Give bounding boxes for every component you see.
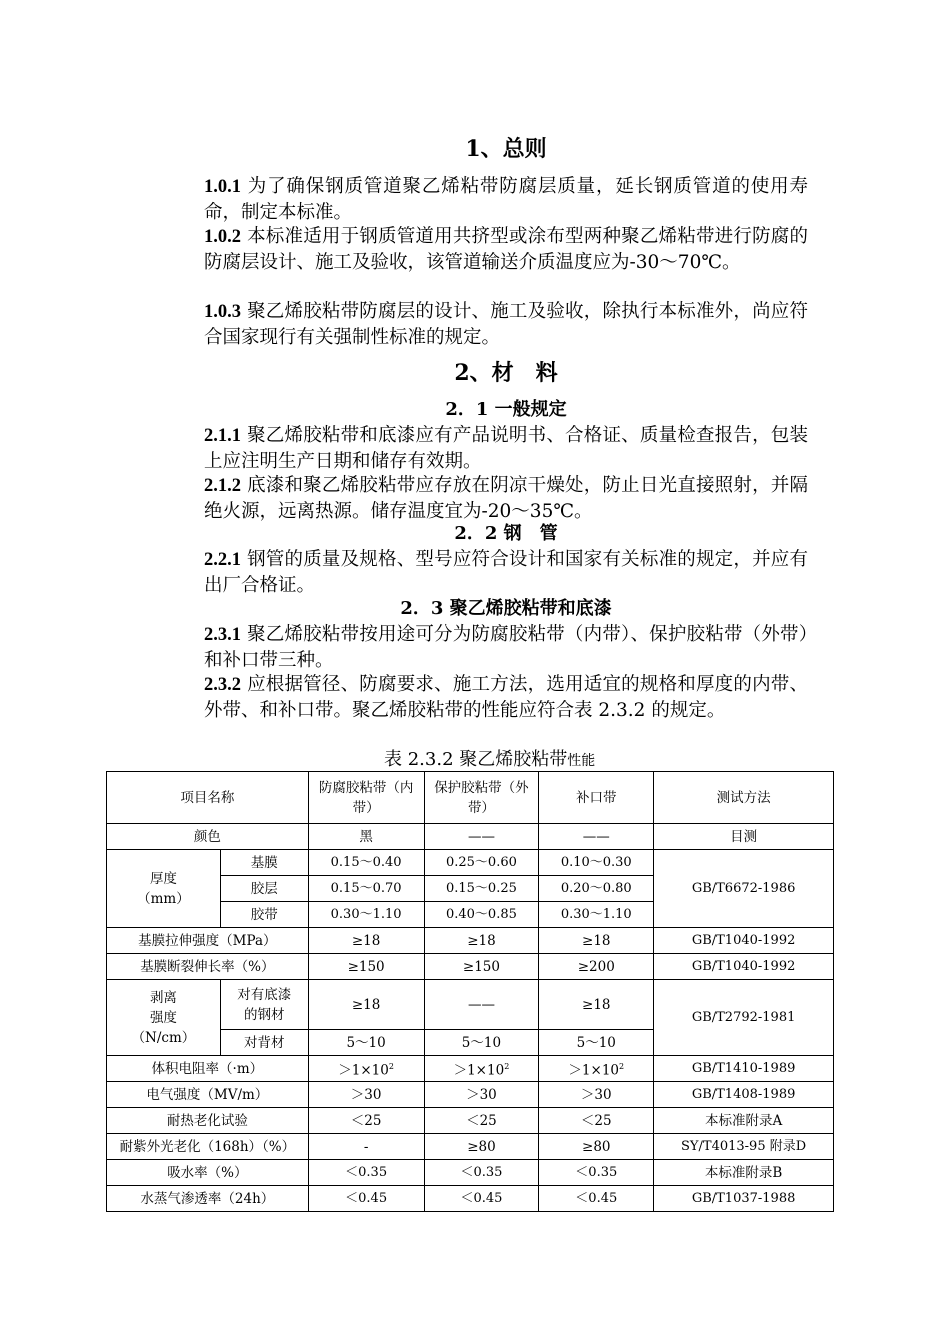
table-row (107, 1082, 834, 1108)
value-base: ＞1×10 (568, 1062, 620, 1079)
value-exponent: 2 (504, 1061, 510, 1071)
cell-value: ≥18 (308, 980, 424, 1030)
paragraph-2-2-1 (204, 547, 808, 598)
paragraph-1-0-2 (204, 224, 808, 275)
sub-label: 胶带 (220, 902, 308, 928)
cell-value: ≥200 (539, 954, 654, 980)
sub-label: 胶层 (220, 876, 308, 902)
cell-value: —— (539, 824, 654, 850)
row-label: 吸水率（%） (107, 1160, 309, 1186)
peel-label-1: 剥离 (149, 989, 177, 1006)
cell-method: GB/T1408-1989 (654, 1082, 834, 1108)
row-label-peel (107, 980, 221, 1056)
cell-value: ＜25 (424, 1108, 539, 1134)
table-header-row (107, 772, 834, 824)
cell-value: 0.30～1.10 (308, 902, 424, 928)
clause-text: 为了确保钢质管道聚乙烯粘带防腐层质量，延长钢质管道的使用寿命，制定本标准。 (204, 176, 808, 223)
cell-value: —— (424, 824, 539, 850)
cell-value: ＜0.45 (539, 1186, 654, 1212)
paragraph-2-3-2 (204, 672, 808, 723)
cell-value: 0.10～0.30 (539, 850, 654, 876)
clause-number: 2.3.2 (204, 675, 241, 695)
clause-text: 应根据管径、防腐要求、施工方法，选用适宜的规格和厚度的内带、外带、和补口带。聚乙烯胶粘带的性能应符合表 2.3.2 的规定。 (204, 674, 808, 721)
paragraph-2-3-1 (204, 622, 808, 673)
clause-number: 1.0.3 (204, 302, 241, 322)
clause-number: 1.0.1 (204, 177, 241, 197)
section-2-2-title: 2．2 钢 管 (454, 523, 558, 544)
header-inner-tape: 防腐胶粘带（内带） (308, 772, 424, 824)
cell-value: ＜0.35 (308, 1160, 424, 1186)
cell-value: ＜0.45 (424, 1186, 539, 1212)
row-label: 水蒸气渗透率（24h） (107, 1186, 309, 1212)
paragraph-1-0-3 (204, 299, 808, 350)
cell-method: GB/T1040-1992 (654, 928, 834, 954)
paragraph-2-1-2 (204, 473, 808, 524)
cell-value: ≥80 (424, 1134, 539, 1160)
header-joint-tape: 补口带 (539, 772, 654, 824)
sub-label: 基膜 (220, 850, 308, 876)
cell-value: ≥150 (424, 954, 539, 980)
cell-value: 0.20～0.80 (539, 876, 654, 902)
cell-method: GB/T1410-1989 (654, 1056, 834, 1082)
cell-value: —— (424, 980, 539, 1030)
cell-value: - (308, 1134, 424, 1160)
clause-text: 聚乙烯胶粘带和底漆应有产品说明书、合格证、质量检查报告，包装上应注明生产日期和储存有效期。 (204, 425, 808, 472)
sub-label (220, 980, 308, 1030)
section-1-title: 1、总则 (465, 136, 547, 162)
table-row (107, 1134, 834, 1160)
thickness-unit: （mm） (137, 890, 190, 907)
clause-text: 钢管的质量及规格、型号应符合设计和国家有关标准的规定，并应有出厂合格证。 (204, 549, 808, 596)
cell-value: ≥18 (308, 928, 424, 954)
row-label: 耐紫外光老化（168h）（%） (107, 1134, 309, 1160)
header-test-method: 测试方法 (654, 772, 834, 824)
row-label: 基膜断裂伸长率（%） (107, 954, 309, 980)
row-label: 基膜拉伸强度（MPa） (107, 928, 309, 954)
paragraph-2-1-1 (204, 423, 808, 474)
cell-method: 本标准附录A (654, 1108, 834, 1134)
table-row (107, 850, 834, 876)
clause-number: 2.1.2 (204, 476, 241, 496)
value-base: ＞1×10 (338, 1062, 389, 1079)
cell-value: 0.15～0.70 (308, 876, 424, 902)
header-item: 项目名称 (107, 772, 309, 824)
paragraph-1-0-1 (204, 174, 808, 225)
cell-method: 目测 (654, 824, 834, 850)
table-row (107, 980, 834, 1030)
cell-value: ＜25 (539, 1108, 654, 1134)
clause-text: 聚乙烯胶粘带按用途可分为防腐胶粘带（内带）、保护胶粘带（外带）和补口带三种。 (204, 624, 808, 671)
value-base: ＞1×10 (453, 1062, 505, 1079)
cell-value: 0.15～0.25 (424, 876, 539, 902)
value-exponent: 2 (388, 1061, 394, 1071)
section-2-1-title: 2．1 一般规定 (445, 399, 567, 420)
cell-value: ＜0.35 (539, 1160, 654, 1186)
cell-value: ≥80 (539, 1134, 654, 1160)
caption-main: 表 2.3.2 聚乙烯胶粘带 (384, 749, 568, 770)
thickness-label: 厚度 (149, 870, 177, 887)
cell-value: ＞30 (424, 1082, 539, 1108)
cell-method: SY/T4013-95 附录D (654, 1134, 834, 1160)
row-label-thickness (107, 850, 221, 928)
cell-method: GB/T6672-1986 (654, 850, 834, 928)
section-2-3-title: 2．3 聚乙烯胶粘带和底漆 (400, 598, 612, 619)
cell-value: ≥150 (308, 954, 424, 980)
cell-value: 5～10 (424, 1030, 539, 1056)
cell-value (539, 1056, 654, 1082)
table-caption (384, 748, 595, 773)
cell-value: ＞30 (308, 1082, 424, 1108)
cell-value: ≥18 (539, 928, 654, 954)
row-label: 体积电阻率（·m） (107, 1056, 309, 1082)
clause-number: 2.3.1 (204, 625, 241, 645)
cell-value: 0.25～0.60 (424, 850, 539, 876)
cell-value: 0.30～1.10 (539, 902, 654, 928)
table-row (107, 954, 834, 980)
table-row (107, 824, 834, 850)
cell-value: ＜0.45 (308, 1186, 424, 1212)
table-row (107, 1186, 834, 1212)
cell-method: GB/T1040-1992 (654, 954, 834, 980)
sub-label: 对背材 (220, 1030, 308, 1056)
clause-text: 本标准适用于钢质管道用共挤型或涂布型两种聚乙烯粘带进行防腐的防腐层设计、施工及验收，该管道输送介质温度应为-30～70℃。 (204, 226, 808, 273)
performance-table (106, 771, 834, 1212)
table-row (107, 1108, 834, 1134)
cell-method: GB/T1037-1988 (654, 1186, 834, 1212)
peel-label-3: （N/cm） (131, 1029, 196, 1046)
header-outer-tape: 保护胶粘带（外带） (424, 772, 539, 824)
clause-number: 2.1.1 (204, 426, 241, 446)
value-exponent: 2 (619, 1061, 625, 1071)
clause-number: 2.2.1 (204, 550, 241, 570)
cell-value: ≥18 (424, 928, 539, 954)
peel-primer-sub-1: 对有底漆 (237, 986, 292, 1003)
row-label: 电气强度（MV/m） (107, 1082, 309, 1108)
section-2-title: 2、材 料 (454, 360, 558, 386)
cell-value (308, 1056, 424, 1082)
cell-method: 本标准附录B (654, 1160, 834, 1186)
cell-value: ＜25 (308, 1108, 424, 1134)
clause-text: 底漆和聚乙烯胶粘带应存放在阴凉干燥处，防止日光直接照射，并隔绝火源，远离热源。储存温度宜为-20～35℃。 (204, 475, 808, 522)
peel-label-2: 强度 (149, 1009, 177, 1026)
cell-value: ＞30 (539, 1082, 654, 1108)
table-row (107, 928, 834, 954)
cell-value: ≥18 (539, 980, 654, 1030)
cell-method: GB/T2792-1981 (654, 980, 834, 1056)
cell-value: 0.15～0.40 (308, 850, 424, 876)
cell-value: 5～10 (308, 1030, 424, 1056)
table-row (107, 1160, 834, 1186)
table-row (107, 1056, 834, 1082)
cell-value: 0.40～0.85 (424, 902, 539, 928)
row-label: 颜色 (107, 824, 309, 850)
cell-value: ＜0.35 (424, 1160, 539, 1186)
cell-value: 5～10 (539, 1030, 654, 1056)
row-label: 耐热老化试验 (107, 1108, 309, 1134)
cell-value: 黑 (308, 824, 424, 850)
peel-primer-sub-2: 的钢材 (244, 1006, 285, 1023)
caption-small: 性能 (567, 753, 596, 769)
cell-value (424, 1056, 539, 1082)
clause-text: 聚乙烯胶粘带防腐层的设计、施工及验收，除执行本标准外，尚应符合国家现行有关强制性标准的规定。 (204, 301, 808, 348)
clause-number: 1.0.2 (204, 227, 241, 247)
